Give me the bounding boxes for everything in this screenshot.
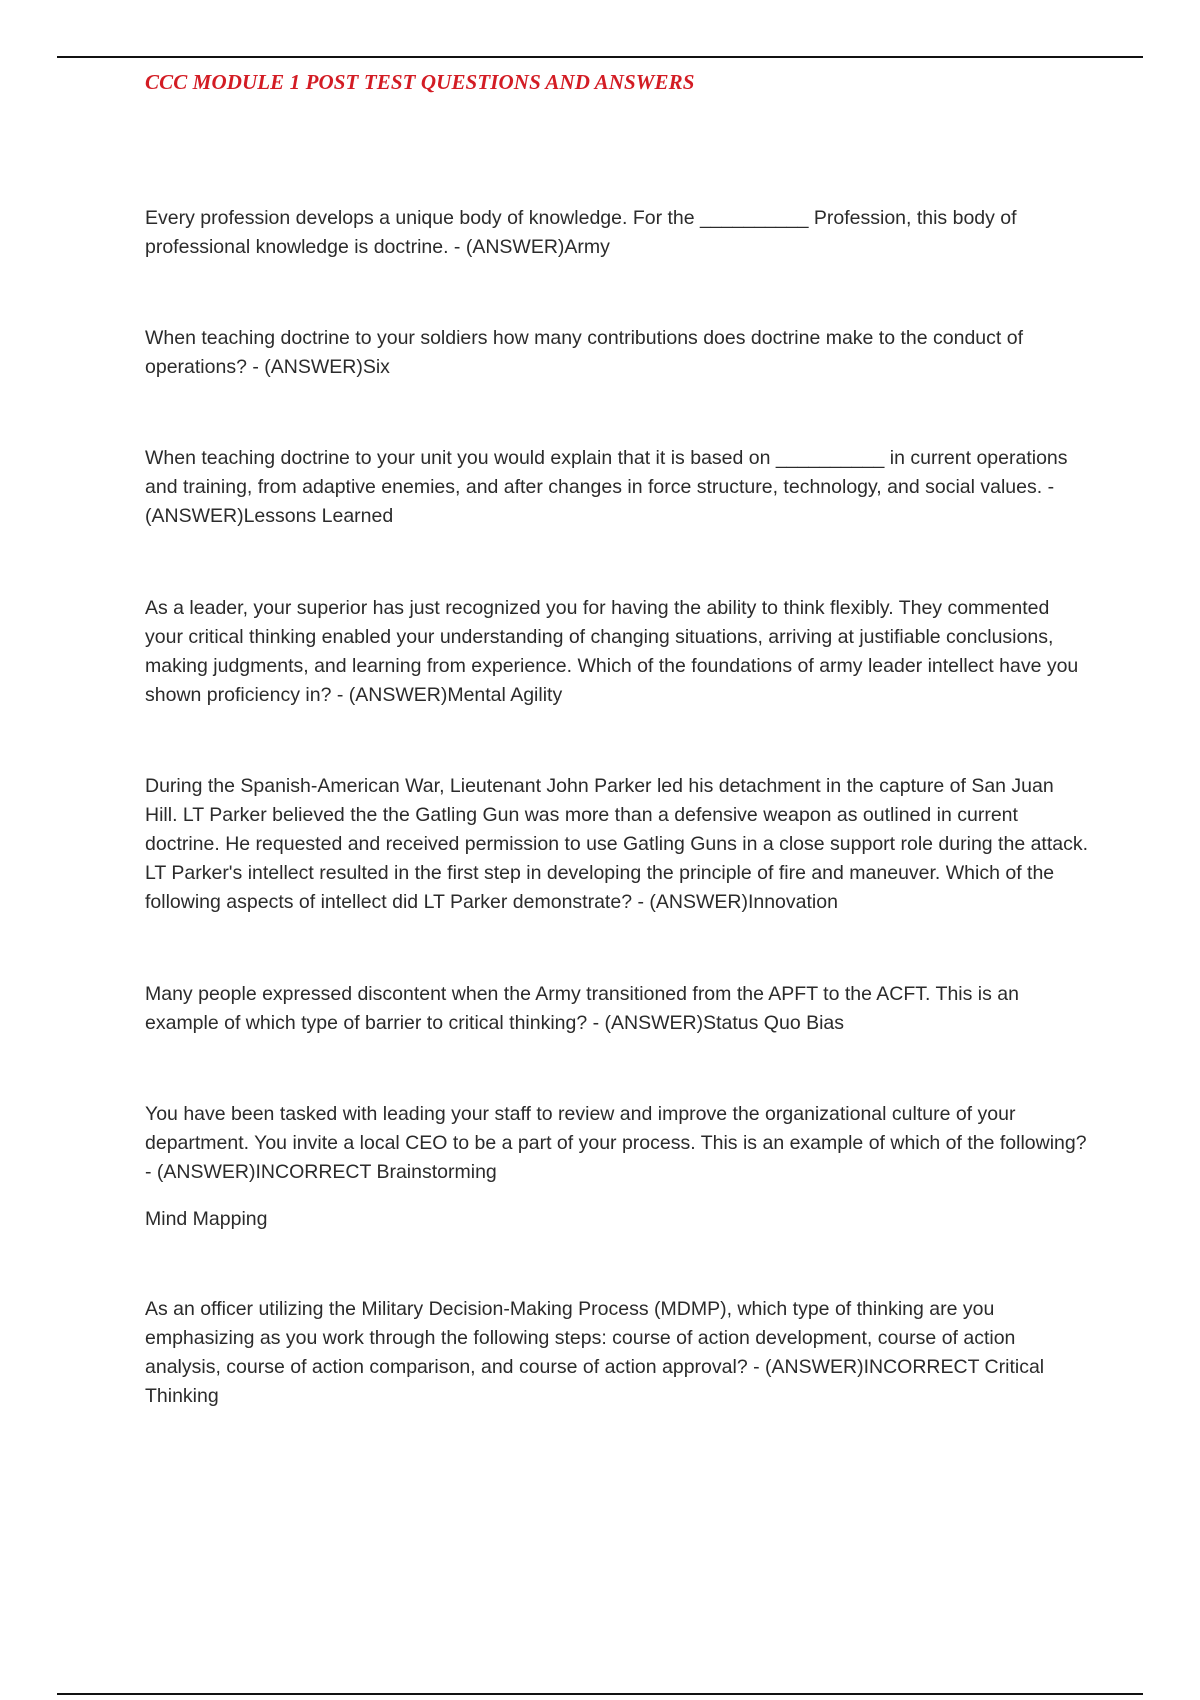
header-rule [57, 56, 1143, 58]
qa-entry-8: As an officer utilizing the Military Decision-Making Process (MDMP), which type of thinking are you emphasizing as you work through the following steps: course of action development, course of action analysis, course of action comparison, and course of action approval? - (ANSWER)INCORRECT Critical Thinking [145, 1298, 1045, 1407]
qa-entry-5: During the Spanish-American War, Lieutenant John Parker led his detachment in the capture of San Juan Hill. LT Parker believed the the Gatling Gun was more than a defensive weapon as outlined in current doctrine. He requested and received permission to use Gatling Guns in a close support role during the attack. LT Parker's intellect resulted in the first step in developing the principle of fire and maneuver. Which of the following aspects of intellect did LT Parker demonstrate? - (ANSWER)Innovation [145, 775, 1089, 913]
document-title: CCC MODULE 1 POST TEST QUESTIONS AND ANSWERS [145, 70, 695, 94]
qa-entry-7-continuation: Mind Mapping [145, 1208, 268, 1230]
qa-entry-2: When teaching doctrine to your soldiers how many contributions does doctrine make to the conduct of operations? - (ANSWER)Six [145, 327, 1023, 378]
footer-rule [57, 1693, 1143, 1695]
qa-entry-6: Many people expressed discontent when the Army transitioned from the APFT to the ACFT. This is an example of which type of barrier to critical thinking? - (ANSWER)Status Quo Bias [145, 983, 1019, 1034]
qa-entry-7: You have been tasked with leading your staff to review and improve the organizational culture of your department. You invite a local CEO to be a part of your process. This is an example of which of the following? - (ANSWER)INCORRECT Brainstorming [145, 1103, 1087, 1183]
qa-entry-1: Every profession develops a unique body of knowledge. For the __________ Profession, this body of professional knowledge is doctrine. - (ANSWER)Army [145, 207, 1017, 258]
qa-entry-3: When teaching doctrine to your unit you would explain that it is based on __________ in current operations and training, from adaptive enemies, and after changes in force structure, technology, and social values. - (ANSWER)Lessons Learned [145, 447, 1068, 527]
qa-entry-4: As a leader, your superior has just recognized you for having the ability to think flexibly. They commented your critical thinking enabled your understanding of changing situations, arriving at justifiable conclusions, making judgments, and learning from experience. Which of the foundations of army leader intellect have you shown proficiency in? - (ANSWER)Mental Agility [145, 597, 1079, 706]
